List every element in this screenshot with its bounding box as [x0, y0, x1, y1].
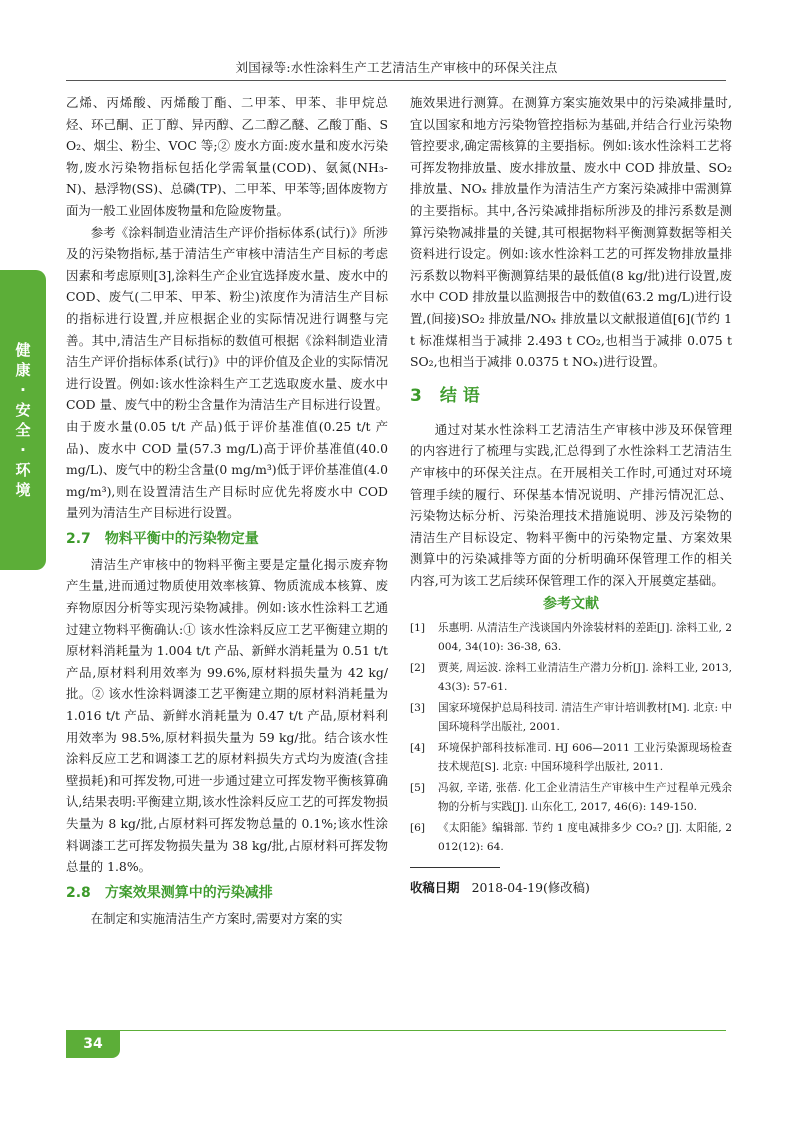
reference-text: 国家环境保护总局科技司. 清洁生产审计培训教材[M]. 北京: 中国环境科学出版社, 2001. — [438, 702, 732, 734]
footer-rule — [66, 1030, 726, 1059]
side-tab-char: 健 — [15, 341, 31, 359]
reference-item — [410, 739, 732, 777]
reference-text: 《太阳能》编辑部. 节约 1 度电减排多少 CO₂? [J]. 太阳能, 2012(12): 64. — [438, 822, 732, 854]
reference-text: 乐惠明. 从清洁生产浅谈国内外涂装材料的差距[J]. 涂料工业, 2004, 34(10): 36-38, 63. — [438, 622, 732, 654]
section-heading-3 — [410, 381, 732, 411]
received-value: 2018-04-19(修改稿) — [471, 880, 590, 896]
reference-item — [410, 619, 732, 657]
body-paragraph: 通过对某水性涂料工艺清洁生产审核中涉及环保管理的内容进行了梳理与实践,汇总得到了水性涂料工艺清洁生产审核中的环保关注点。在开展相关工作时,可通过对环境管理手续的履行、环保基本情况说明、产排污情况汇总、污染物达标分析、污染治理技术措施说明、涉及污染物的清洁生产目标设定、物料平衡中的污染物定量、方案效果测算中的污染减排等方面的分析明确环保管理工作的相关内容,可为该工艺后续环保管理工作的深入开展奠定基础。 — [410, 421, 732, 588]
received-date — [410, 878, 732, 898]
reference-item — [410, 699, 732, 737]
reference-number: [3] — [410, 702, 426, 715]
reference-item — [410, 659, 732, 697]
body-paragraph: 参考《涂料制造业清洁生产评价指标体系(试行)》所涉及的污染物指标,基于清洁生产审核中清洁生产目标的考虑因素和考虑原则[3],涂料生产企业宜选择废水量、废水中的 COD、废气(二甲苯、甲苯、粉尘)浓度作为清洁生产目标的指标进行设置,并应根据企业的实际情况进行调整与完善。其中,清洁生产目标指标的数值可根据《涂料制造业清洁生产评价指标体系(试行)》中的评价值及企业的实际情况进行设置。例如:该水性涂料生产工艺选取废水量、废水中 COD 量、废气中的粉尘含量作为清洁生产目标进行设置。由于废水量(0.05 t/t 产品)低于评价基准值(0.25 t/t 产品)、废水中 COD 量(57.3 mg/L)高于评价基准值(40.0 mg/L)、废气中的粉尘含量(0 mg/m³)低于评价基准值(4.0 mg/m³),则在设置清洁生产目标时应优先将废水中 COD 量列为清洁生产目标进行设置。 — [66, 224, 388, 521]
running-title: 刘国禄等:水性涂料生产工艺清洁生产审核中的环保关注点 — [235, 60, 558, 75]
header-rule — [66, 80, 726, 81]
reference-number: [2] — [410, 662, 426, 675]
side-tab-char: 全 — [15, 421, 31, 439]
reference-item — [410, 819, 732, 857]
side-tab-char: 环 — [15, 461, 31, 479]
section-number: 3 — [410, 385, 422, 406]
body-paragraph: 在制定和实施清洁生产方案时,需要对方案的实 — [90, 910, 343, 926]
reference-number: [6] — [410, 822, 426, 835]
body-paragraph: 施效果进行测算。在测算方案实施效果中的污染减排量时,宜以国家和地方污染物管控指标为基础,并结合行业污染物管控要求,确定需核算的主要指标。例如:该水性涂料工艺将可挥发物排放量、废水排放量、废水中 COD 排放量、SO₂ 排放量、NOₓ 排放量作为清洁生产方案污染减排中需测算的主要指标。其中,各污染减排指标所涉及的排污系数是测算污染物减排量的关键,其可根据物料平衡测算数据等相关资料进行设定。例如:该水性涂料工艺的可挥发物排放量排污系数以物料平衡测算结果的最低值(8 kg/批)进行设置,废水中 COD 排放量以监测报告中的数值(63.2 mg/L)进行设置,(间接)SO₂ 排放量/NOₓ 排放量以文献报道值[6](节约 1 t 标准煤相当于减排 2.493 t CO₂,也相当于减排 0.075 t SO₂,也相当于减排 0.0375 t NOₓ)进行设置。 — [410, 95, 732, 370]
section-heading-2-7 — [66, 526, 388, 552]
section-number: 2.7 — [66, 530, 91, 547]
section-title: 结 语 — [439, 385, 480, 406]
reference-text: 环境保护部科技标准司. HJ 606—2011 工业污染源现场检查技术规范[S]. 北京: 中国环境科学出版社, 2011. — [438, 742, 732, 774]
right-column — [410, 92, 732, 898]
reference-number: [4] — [410, 742, 426, 755]
received-label: 收稿日期 — [410, 880, 460, 896]
section-title: 物料平衡中的污染物定量 — [104, 530, 259, 547]
references-heading: 参考文献 — [543, 596, 599, 613]
side-tab-char: · — [20, 441, 26, 459]
reference-number: [1] — [410, 622, 426, 635]
reference-text: 冯叙, 辛诺, 张蓓. 化工企业清洁生产审核中生产过程单元残余物的分析与实践[J]. 山东化工, 2017, 46(6): 149-150. — [438, 782, 732, 814]
section-number: 2.8 — [66, 884, 91, 901]
reference-number: [5] — [410, 782, 426, 795]
side-tab-char: 境 — [15, 481, 31, 499]
page-number: 34 — [66, 1030, 120, 1058]
left-column — [66, 92, 388, 929]
body-paragraph: 清洁生产审核中的物料平衡主要是定量化揭示废弃物产生量,进而通过物质使用效率核算、物质流成本核算、废弃物原因分析等实现污染物减排。例如:该水性涂料工艺通过建立物料平衡确认:① 该水性涂料反应工艺平衡建立期的原材料消耗量为 1.004 t/t 产品、新鲜水消耗量为 0.51 t/t 产品,原材料利用效率为 99.6%,原材料损失量为 42 kg/批。② 该水性涂料调漆工艺平衡建立期的原材料消耗量为 1.016 t/t 产品、新鲜水消耗量为 0.47 t/t 产品,原材料利用效率为 98.5%,原材料损失量为 59 kg/批。结合该水性涂料反应工艺和调漆工艺的原材料损失方式均为废渣(含挂壁损耗)和可挥发物,可进一步通过建立可挥发物平衡核算确认,结果表明:平衡建立期,该水性涂料反应工艺的可挥发物损失量为 8 kg/批,占原材料可挥发物总量的 0.1%;该水性涂料调漆工艺可挥发物损失量为 38 kg/批,占原材料可挥发物总量的 1.8%。 — [66, 556, 388, 875]
section-side-tab — [0, 270, 46, 570]
section-title: 方案效果测算中的污染减排 — [104, 884, 273, 901]
side-tab-char: 安 — [15, 401, 31, 419]
body-paragraph: 乙烯、丙烯酸、丙烯酸丁酯、二甲苯、甲苯、非甲烷总烃、环己酮、正丁醇、异丙醇、乙二醇乙醚、乙酸丁酯、SO₂、烟尘、粉尘、VOC 等;② 废水方面:废水量和废水污染物,废水污染物指标包括化学需氧量(COD)、氨氮(NH₃-N)、悬浮物(SS)、总磷(TP)、二甲苯、甲苯等;固体废物方面为一般工业固体废物量和危险废物量。 — [66, 95, 388, 218]
section-heading-2-8 — [66, 880, 388, 906]
reference-text: 贾荚, 周运波. 涂料工业清洁生产潜力分析[J]. 涂料工业, 2013, 43(3): 57-61. — [438, 662, 732, 694]
side-tab-char: · — [20, 381, 26, 399]
references-rule — [410, 867, 500, 868]
reference-item — [410, 779, 732, 817]
side-tab-char: 康 — [15, 361, 31, 379]
